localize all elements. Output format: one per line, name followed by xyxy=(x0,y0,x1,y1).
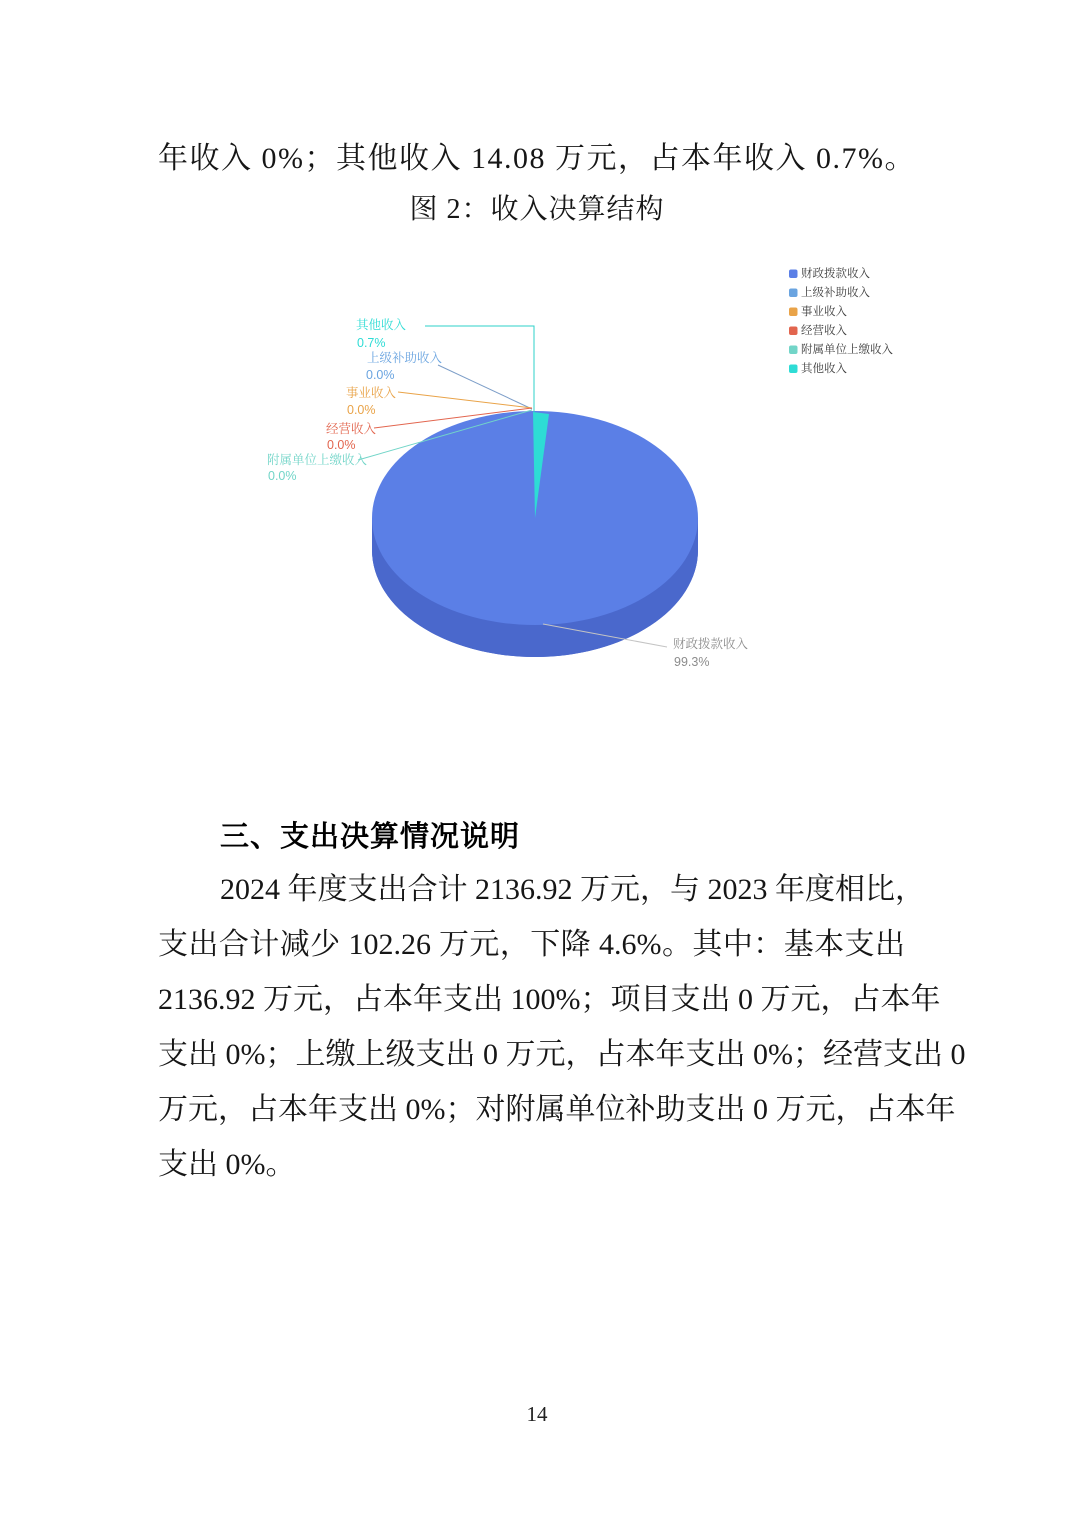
legend-label: 上级补助收入 xyxy=(801,287,870,299)
legend-swatch xyxy=(789,270,798,279)
body-paragraph xyxy=(158,862,966,1192)
legend-item xyxy=(789,361,847,375)
legend-item xyxy=(789,304,847,318)
leader-line-other-income xyxy=(425,326,534,412)
callout-business-income-name: 经营收入 xyxy=(326,422,377,436)
paragraph-line: 2136.92 万元，占本年支出 100%；项目支出 0 万元，占本年 xyxy=(158,983,941,1016)
figure-caption: 图 2：收入决算结构 xyxy=(409,194,665,225)
legend-item xyxy=(789,266,870,280)
callout-fiscal-appropriation-pct: 99.3% xyxy=(674,655,710,669)
legend-item xyxy=(789,342,893,356)
pie-3d xyxy=(372,411,698,657)
income-structure-pie-chart xyxy=(0,250,1074,690)
legend-item xyxy=(789,323,847,337)
legend-label: 附属单位上缴收入 xyxy=(801,344,893,356)
legend-label: 经营收入 xyxy=(801,325,847,337)
page-number: 14 xyxy=(526,1402,548,1426)
body-text-tail-line: 年收入 0%；其他收入 14.08 万元，占本年收入 0.7%。 xyxy=(158,142,916,175)
legend-label: 财政拨款收入 xyxy=(801,268,870,280)
legend-swatch xyxy=(789,327,798,336)
legend-swatch xyxy=(789,365,798,374)
callout-fiscal-appropriation-name: 财政拨款收入 xyxy=(673,637,749,651)
paragraph-line: 万元，占本年支出 0%；对附属单位补助支出 0 万元，占本年 xyxy=(158,1093,956,1126)
callout-other-income-name: 其他收入 xyxy=(356,318,407,332)
paragraph-line: 支出合计减少 102.26 万元，下降 4.6%。其中：基本支出 xyxy=(158,928,905,961)
callout-operating-income-pct: 0.0% xyxy=(347,403,376,417)
legend-label: 其他收入 xyxy=(801,363,847,375)
callout-affiliated-unit-pct: 0.0% xyxy=(268,469,297,483)
legend-label: 事业收入 xyxy=(801,306,847,318)
legend-swatch xyxy=(789,346,798,355)
callout-affiliated-unit-name: 附属单位上缴收入 xyxy=(267,453,368,467)
callout-superior-subsidy-name: 上级补助收入 xyxy=(367,351,443,365)
legend-swatch xyxy=(789,289,798,298)
callout-operating-income-name: 事业收入 xyxy=(346,386,397,400)
section-heading: 三、支出决算情况说明 xyxy=(220,821,521,853)
legend-item xyxy=(789,285,870,299)
callout-other-income-pct: 0.7% xyxy=(357,336,386,350)
paragraph-line: 2024 年度支出合计 2136.92 万元，与 2023 年度相比， xyxy=(220,873,925,906)
chart-legend xyxy=(789,266,893,375)
paragraph-line: 支出 0%。 xyxy=(158,1148,296,1181)
legend-swatch xyxy=(789,308,798,317)
callout-business-income-pct: 0.0% xyxy=(327,438,356,452)
paragraph-line: 支出 0%；上缴上级支出 0 万元，占本年支出 0%；经营支出 0 xyxy=(158,1038,966,1071)
callout-superior-subsidy-pct: 0.0% xyxy=(366,368,395,382)
